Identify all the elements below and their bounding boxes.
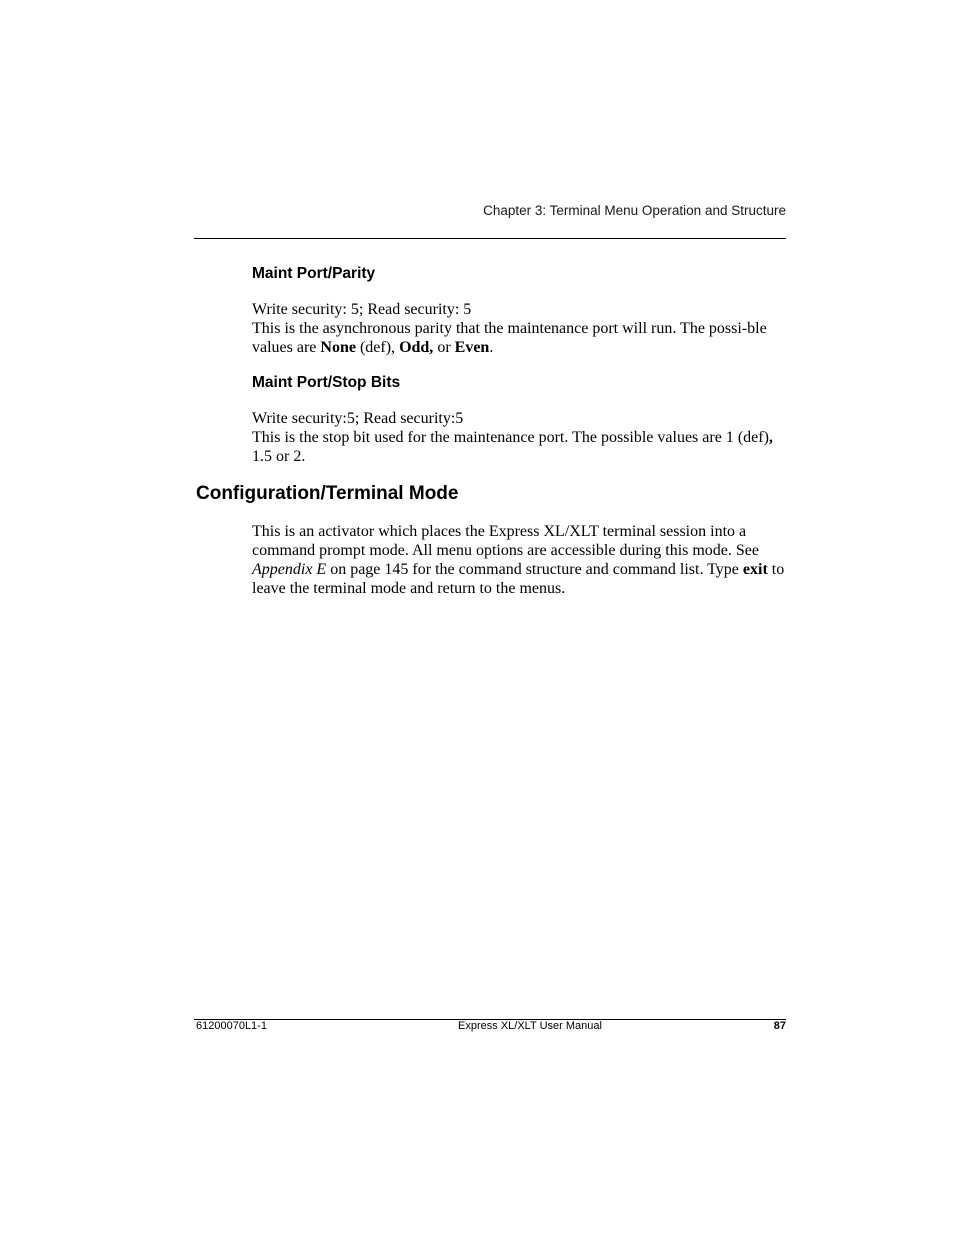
value-even: Even (454, 339, 490, 356)
header-rule (194, 238, 786, 239)
value-none: None (320, 339, 356, 356)
running-header: Chapter 3: Terminal Menu Operation and Structure (483, 203, 786, 218)
parity-body (252, 300, 788, 357)
parity-description: This is the asynchronous parity that the maintenance port will run. The possi-ble values are None (def), Odd, or Even. (252, 320, 767, 356)
terminal-mode-heading: Configuration/Terminal Mode (196, 483, 459, 504)
parity-security: Write security: 5; Read security: 5 (252, 301, 472, 318)
terminal-mode-description: This is an activator which places the Express XL/XLT terminal session into a command prompt mode. All menu options are accessible during this mode. See Appendix E on page 145 for the command structure and command list. Type exit to leave the terminal mode and return to the menus. (252, 523, 785, 597)
exit-command: exit (742, 561, 768, 578)
stop-bits-heading: Maint Port/Stop Bits (252, 374, 401, 391)
doc-number: 61200070L1-1 (196, 1020, 267, 1032)
stop-bits-body (252, 409, 788, 466)
value-odd: Odd, (399, 339, 434, 356)
stop-bits-security: Write security:5; Read security:5 (252, 410, 464, 427)
appendix-reference: Appendix E (252, 561, 327, 578)
manual-title: Express XL/XLT User Manual (458, 1020, 602, 1032)
stop-bits-description: This is the stop bit used for the maintenance port. The possible values are 1 (def), 1.5 or 2. (252, 429, 773, 465)
page-number: 87 (773, 1020, 786, 1032)
terminal-mode-body (252, 522, 788, 598)
parity-heading: Maint Port/Parity (252, 265, 376, 282)
